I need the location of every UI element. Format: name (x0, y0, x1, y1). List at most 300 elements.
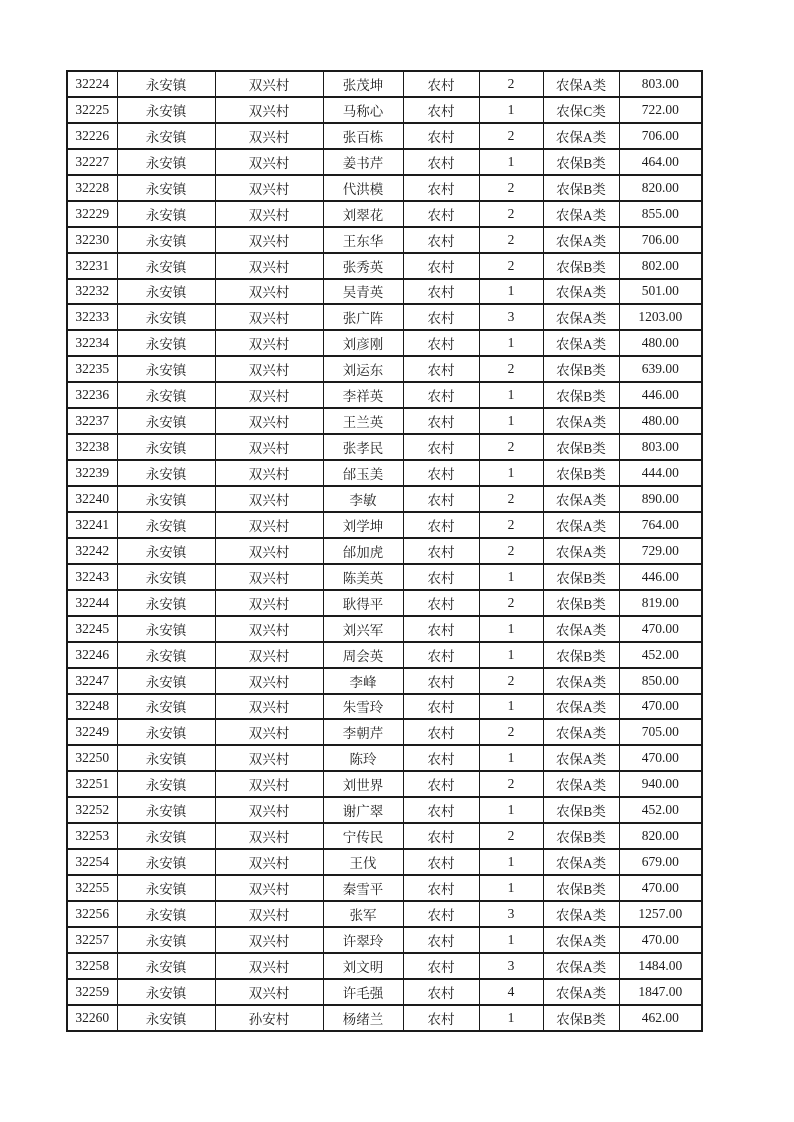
cell-village: 双兴村 (215, 382, 323, 408)
cell-amount: 444.00 (619, 460, 702, 486)
cell-person-name: 王东华 (323, 227, 403, 253)
cell-sequence-number: 32243 (67, 564, 117, 590)
cell-sequence-number: 32260 (67, 1005, 117, 1031)
cell-village: 双兴村 (215, 771, 323, 797)
cell-sequence-number: 32249 (67, 719, 117, 745)
cell-household-type: 农村 (403, 953, 479, 979)
cell-insurance-category: 农保A类 (543, 616, 619, 642)
cell-insurance-category: 农保A类 (543, 201, 619, 227)
cell-amount: 452.00 (619, 642, 702, 668)
cell-insurance-category: 农保A类 (543, 771, 619, 797)
cell-sequence-number: 32253 (67, 823, 117, 849)
cell-household-type: 农村 (403, 1005, 479, 1031)
cell-person-count: 2 (479, 719, 543, 745)
cell-insurance-category: 农保A类 (543, 123, 619, 149)
cell-person-name: 王伐 (323, 849, 403, 875)
cell-sequence-number: 32246 (67, 642, 117, 668)
cell-person-count: 1 (479, 616, 543, 642)
cell-town: 永安镇 (117, 797, 215, 823)
cell-insurance-category: 农保A类 (543, 745, 619, 771)
table-row (67, 823, 702, 849)
cell-sequence-number: 32244 (67, 590, 117, 616)
cell-person-count: 1 (479, 927, 543, 953)
cell-village: 双兴村 (215, 434, 323, 460)
cell-person-count: 1 (479, 745, 543, 771)
cell-amount: 1484.00 (619, 953, 702, 979)
table-row (67, 590, 702, 616)
cell-town: 永安镇 (117, 616, 215, 642)
cell-sequence-number: 32227 (67, 149, 117, 175)
cell-sequence-number: 32259 (67, 979, 117, 1005)
cell-household-type: 农村 (403, 486, 479, 512)
cell-person-name: 李朝芹 (323, 719, 403, 745)
cell-sequence-number: 32234 (67, 330, 117, 356)
cell-amount: 803.00 (619, 434, 702, 460)
cell-person-name: 代洪模 (323, 175, 403, 201)
table-row (67, 668, 702, 694)
cell-household-type: 农村 (403, 616, 479, 642)
cell-village: 双兴村 (215, 149, 323, 175)
cell-sequence-number: 32250 (67, 745, 117, 771)
cell-village: 双兴村 (215, 71, 323, 97)
cell-person-name: 张百栋 (323, 123, 403, 149)
cell-village: 双兴村 (215, 642, 323, 668)
cell-village: 双兴村 (215, 927, 323, 953)
table-row (67, 694, 702, 720)
cell-person-name: 宁传民 (323, 823, 403, 849)
cell-insurance-category: 农保A类 (543, 694, 619, 720)
table-row (67, 901, 702, 927)
table-row (67, 771, 702, 797)
cell-village: 双兴村 (215, 460, 323, 486)
cell-person-name: 张军 (323, 901, 403, 927)
cell-household-type: 农村 (403, 460, 479, 486)
cell-sequence-number: 32254 (67, 849, 117, 875)
cell-sequence-number: 32224 (67, 71, 117, 97)
cell-village: 双兴村 (215, 875, 323, 901)
cell-person-count: 1 (479, 642, 543, 668)
cell-sequence-number: 32236 (67, 382, 117, 408)
cell-town: 永安镇 (117, 382, 215, 408)
cell-household-type: 农村 (403, 123, 479, 149)
table-row (67, 875, 702, 901)
cell-person-count: 2 (479, 201, 543, 227)
cell-amount: 855.00 (619, 201, 702, 227)
cell-village: 双兴村 (215, 123, 323, 149)
cell-person-name: 邰加虎 (323, 538, 403, 564)
table-row (67, 460, 702, 486)
cell-person-count: 2 (479, 512, 543, 538)
cell-person-count: 1 (479, 564, 543, 590)
cell-amount: 706.00 (619, 123, 702, 149)
table-row (67, 512, 702, 538)
cell-town: 永安镇 (117, 694, 215, 720)
cell-household-type: 农村 (403, 382, 479, 408)
cell-person-count: 2 (479, 356, 543, 382)
cell-person-name: 刘世界 (323, 771, 403, 797)
cell-town: 永安镇 (117, 227, 215, 253)
cell-amount: 819.00 (619, 590, 702, 616)
cell-person-name: 刘彦刚 (323, 330, 403, 356)
cell-insurance-category: 农保A类 (543, 330, 619, 356)
cell-town: 永安镇 (117, 279, 215, 305)
cell-person-count: 2 (479, 175, 543, 201)
cell-insurance-category: 农保C类 (543, 97, 619, 123)
cell-insurance-category: 农保B类 (543, 642, 619, 668)
cell-person-name: 朱雪玲 (323, 694, 403, 720)
table-row (67, 1005, 702, 1031)
cell-amount: 470.00 (619, 616, 702, 642)
table-row (67, 227, 702, 253)
cell-person-name: 刘运东 (323, 356, 403, 382)
cell-household-type: 农村 (403, 97, 479, 123)
cell-amount: 850.00 (619, 668, 702, 694)
cell-person-count: 1 (479, 694, 543, 720)
cell-amount: 729.00 (619, 538, 702, 564)
cell-amount: 470.00 (619, 694, 702, 720)
cell-town: 永安镇 (117, 253, 215, 279)
cell-village: 双兴村 (215, 590, 323, 616)
cell-town: 永安镇 (117, 149, 215, 175)
table-row (67, 745, 702, 771)
cell-sequence-number: 32256 (67, 901, 117, 927)
cell-amount: 679.00 (619, 849, 702, 875)
table-row (67, 849, 702, 875)
cell-town: 永安镇 (117, 356, 215, 382)
cell-household-type: 农村 (403, 564, 479, 590)
cell-insurance-category: 农保A类 (543, 719, 619, 745)
cell-amount: 462.00 (619, 1005, 702, 1031)
cell-person-name: 张广阵 (323, 304, 403, 330)
table-row (67, 201, 702, 227)
cell-person-name: 刘学坤 (323, 512, 403, 538)
cell-household-type: 农村 (403, 694, 479, 720)
cell-amount: 890.00 (619, 486, 702, 512)
cell-sequence-number: 32240 (67, 486, 117, 512)
cell-person-name: 姜书芹 (323, 149, 403, 175)
cell-person-count: 2 (479, 486, 543, 512)
cell-amount: 480.00 (619, 330, 702, 356)
cell-sequence-number: 32238 (67, 434, 117, 460)
cell-village: 双兴村 (215, 201, 323, 227)
cell-person-count: 3 (479, 304, 543, 330)
cell-town: 永安镇 (117, 901, 215, 927)
cell-town: 永安镇 (117, 979, 215, 1005)
cell-village: 双兴村 (215, 797, 323, 823)
cell-person-count: 1 (479, 97, 543, 123)
cell-insurance-category: 农保A类 (543, 227, 619, 253)
cell-amount: 446.00 (619, 564, 702, 590)
cell-village: 双兴村 (215, 253, 323, 279)
table-row (67, 486, 702, 512)
cell-insurance-category: 农保B类 (543, 875, 619, 901)
cell-household-type: 农村 (403, 590, 479, 616)
cell-village: 双兴村 (215, 564, 323, 590)
cell-sequence-number: 32252 (67, 797, 117, 823)
cell-sequence-number: 32248 (67, 694, 117, 720)
cell-household-type: 农村 (403, 149, 479, 175)
cell-household-type: 农村 (403, 227, 479, 253)
cell-amount: 464.00 (619, 149, 702, 175)
cell-village: 双兴村 (215, 330, 323, 356)
cell-person-count: 3 (479, 953, 543, 979)
cell-sequence-number: 32257 (67, 927, 117, 953)
cell-person-name: 陈美英 (323, 564, 403, 590)
cell-person-name: 张茂坤 (323, 71, 403, 97)
cell-person-count: 1 (479, 279, 543, 305)
cell-village: 双兴村 (215, 356, 323, 382)
cell-insurance-category: 农保A类 (543, 538, 619, 564)
cell-sequence-number: 32233 (67, 304, 117, 330)
cell-insurance-category: 农保A类 (543, 486, 619, 512)
cell-person-count: 1 (479, 408, 543, 434)
cell-insurance-category: 农保A类 (543, 512, 619, 538)
cell-household-type: 农村 (403, 901, 479, 927)
cell-sequence-number: 32237 (67, 408, 117, 434)
cell-amount: 470.00 (619, 927, 702, 953)
cell-town: 永安镇 (117, 849, 215, 875)
cell-amount: 470.00 (619, 875, 702, 901)
cell-sequence-number: 32241 (67, 512, 117, 538)
cell-person-name: 马称心 (323, 97, 403, 123)
cell-town: 永安镇 (117, 719, 215, 745)
table-row (67, 97, 702, 123)
cell-person-count: 4 (479, 979, 543, 1005)
cell-insurance-category: 农保A类 (543, 304, 619, 330)
cell-person-count: 3 (479, 901, 543, 927)
cell-household-type: 农村 (403, 330, 479, 356)
cell-person-name: 刘翠花 (323, 201, 403, 227)
cell-insurance-category: 农保B类 (543, 797, 619, 823)
cell-person-count: 2 (479, 538, 543, 564)
cell-village: 双兴村 (215, 849, 323, 875)
cell-village: 双兴村 (215, 668, 323, 694)
pension-table (66, 70, 703, 1032)
cell-town: 永安镇 (117, 486, 215, 512)
cell-town: 永安镇 (117, 745, 215, 771)
cell-village: 双兴村 (215, 901, 323, 927)
cell-household-type: 农村 (403, 253, 479, 279)
cell-town: 永安镇 (117, 304, 215, 330)
cell-sequence-number: 32255 (67, 875, 117, 901)
cell-person-name: 杨绪兰 (323, 1005, 403, 1031)
table-row (67, 304, 702, 330)
cell-insurance-category: 农保A类 (543, 849, 619, 875)
cell-sequence-number: 32231 (67, 253, 117, 279)
cell-village: 双兴村 (215, 486, 323, 512)
cell-amount: 1257.00 (619, 901, 702, 927)
cell-sequence-number: 32228 (67, 175, 117, 201)
cell-town: 永安镇 (117, 590, 215, 616)
cell-person-name: 张秀英 (323, 253, 403, 279)
cell-person-name: 李敏 (323, 486, 403, 512)
cell-sequence-number: 32232 (67, 279, 117, 305)
cell-household-type: 农村 (403, 875, 479, 901)
cell-village: 双兴村 (215, 823, 323, 849)
cell-person-name: 王兰英 (323, 408, 403, 434)
cell-amount: 940.00 (619, 771, 702, 797)
cell-household-type: 农村 (403, 719, 479, 745)
cell-person-name: 吴青英 (323, 279, 403, 305)
cell-amount: 820.00 (619, 175, 702, 201)
cell-sequence-number: 32230 (67, 227, 117, 253)
cell-person-name: 邰玉美 (323, 460, 403, 486)
cell-village: 双兴村 (215, 97, 323, 123)
cell-person-count: 1 (479, 460, 543, 486)
cell-town: 永安镇 (117, 201, 215, 227)
cell-household-type: 农村 (403, 201, 479, 227)
cell-town: 永安镇 (117, 175, 215, 201)
cell-person-count: 2 (479, 823, 543, 849)
cell-insurance-category: 农保A类 (543, 408, 619, 434)
cell-village: 双兴村 (215, 175, 323, 201)
cell-household-type: 农村 (403, 668, 479, 694)
cell-amount: 802.00 (619, 253, 702, 279)
cell-insurance-category: 农保A类 (543, 71, 619, 97)
cell-village: 双兴村 (215, 694, 323, 720)
cell-person-count: 1 (479, 149, 543, 175)
cell-household-type: 农村 (403, 849, 479, 875)
cell-village: 双兴村 (215, 304, 323, 330)
cell-town: 永安镇 (117, 123, 215, 149)
table-row (67, 408, 702, 434)
cell-sequence-number: 32225 (67, 97, 117, 123)
cell-person-name: 刘兴军 (323, 616, 403, 642)
cell-person-count: 2 (479, 123, 543, 149)
table-row (67, 382, 702, 408)
cell-village: 双兴村 (215, 979, 323, 1005)
cell-sequence-number: 32245 (67, 616, 117, 642)
cell-insurance-category: 农保A类 (543, 979, 619, 1005)
cell-household-type: 农村 (403, 356, 479, 382)
cell-insurance-category: 农保B类 (543, 460, 619, 486)
cell-amount: 639.00 (619, 356, 702, 382)
cell-village: 双兴村 (215, 279, 323, 305)
cell-person-count: 1 (479, 849, 543, 875)
cell-household-type: 农村 (403, 538, 479, 564)
cell-insurance-category: 农保B类 (543, 149, 619, 175)
cell-sequence-number: 32251 (67, 771, 117, 797)
table-row (67, 356, 702, 382)
table-row (67, 538, 702, 564)
table-row (67, 953, 702, 979)
cell-sequence-number: 32247 (67, 668, 117, 694)
cell-person-name: 张孝民 (323, 434, 403, 460)
cell-insurance-category: 农保B类 (543, 434, 619, 460)
cell-town: 永安镇 (117, 1005, 215, 1031)
cell-household-type: 农村 (403, 279, 479, 305)
cell-amount: 705.00 (619, 719, 702, 745)
cell-amount: 501.00 (619, 279, 702, 305)
cell-person-count: 2 (479, 434, 543, 460)
cell-village: 双兴村 (215, 538, 323, 564)
cell-town: 永安镇 (117, 927, 215, 953)
cell-village: 双兴村 (215, 227, 323, 253)
cell-household-type: 农村 (403, 771, 479, 797)
cell-household-type: 农村 (403, 745, 479, 771)
table-row (67, 979, 702, 1005)
cell-town: 永安镇 (117, 330, 215, 356)
table-row (67, 330, 702, 356)
cell-amount: 452.00 (619, 797, 702, 823)
cell-amount: 446.00 (619, 382, 702, 408)
cell-person-name: 陈玲 (323, 745, 403, 771)
cell-person-count: 2 (479, 227, 543, 253)
cell-town: 永安镇 (117, 460, 215, 486)
cell-sequence-number: 32226 (67, 123, 117, 149)
cell-sequence-number: 32229 (67, 201, 117, 227)
table-row (67, 149, 702, 175)
cell-town: 永安镇 (117, 771, 215, 797)
cell-insurance-category: 农保A类 (543, 668, 619, 694)
cell-amount: 1847.00 (619, 979, 702, 1005)
cell-amount: 820.00 (619, 823, 702, 849)
cell-insurance-category: 农保B类 (543, 564, 619, 590)
cell-sequence-number: 32239 (67, 460, 117, 486)
table-row (67, 123, 702, 149)
cell-amount: 706.00 (619, 227, 702, 253)
cell-town: 永安镇 (117, 512, 215, 538)
cell-person-count: 2 (479, 771, 543, 797)
cell-person-name: 周会英 (323, 642, 403, 668)
cell-person-name: 李峰 (323, 668, 403, 694)
cell-village: 双兴村 (215, 616, 323, 642)
cell-insurance-category: 农保B类 (543, 1005, 619, 1031)
cell-village: 双兴村 (215, 408, 323, 434)
cell-sequence-number: 32235 (67, 356, 117, 382)
table-row (67, 175, 702, 201)
cell-insurance-category: 农保B类 (543, 382, 619, 408)
cell-person-count: 1 (479, 875, 543, 901)
cell-person-count: 2 (479, 590, 543, 616)
cell-insurance-category: 农保B类 (543, 590, 619, 616)
cell-person-count: 2 (479, 253, 543, 279)
cell-insurance-category: 农保B类 (543, 356, 619, 382)
cell-person-name: 李祥英 (323, 382, 403, 408)
cell-person-name: 谢广翠 (323, 797, 403, 823)
cell-household-type: 农村 (403, 512, 479, 538)
table-row (67, 279, 702, 305)
cell-town: 永安镇 (117, 823, 215, 849)
cell-person-count: 1 (479, 382, 543, 408)
table-row (67, 564, 702, 590)
cell-insurance-category: 农保A类 (543, 901, 619, 927)
cell-person-count: 1 (479, 797, 543, 823)
cell-village: 双兴村 (215, 745, 323, 771)
cell-insurance-category: 农保A类 (543, 927, 619, 953)
cell-insurance-category: 农保B类 (543, 175, 619, 201)
table-row (67, 642, 702, 668)
cell-amount: 722.00 (619, 97, 702, 123)
cell-town: 永安镇 (117, 668, 215, 694)
cell-town: 永安镇 (117, 538, 215, 564)
cell-person-name: 秦雪平 (323, 875, 403, 901)
cell-village: 双兴村 (215, 512, 323, 538)
table-row (67, 71, 702, 97)
cell-village: 双兴村 (215, 719, 323, 745)
cell-household-type: 农村 (403, 71, 479, 97)
cell-person-count: 1 (479, 330, 543, 356)
cell-person-name: 刘文明 (323, 953, 403, 979)
cell-household-type: 农村 (403, 797, 479, 823)
cell-person-count: 2 (479, 71, 543, 97)
cell-town: 永安镇 (117, 875, 215, 901)
cell-sequence-number: 32242 (67, 538, 117, 564)
cell-town: 永安镇 (117, 642, 215, 668)
cell-town: 永安镇 (117, 408, 215, 434)
cell-insurance-category: 农保B类 (543, 823, 619, 849)
cell-town: 永安镇 (117, 564, 215, 590)
